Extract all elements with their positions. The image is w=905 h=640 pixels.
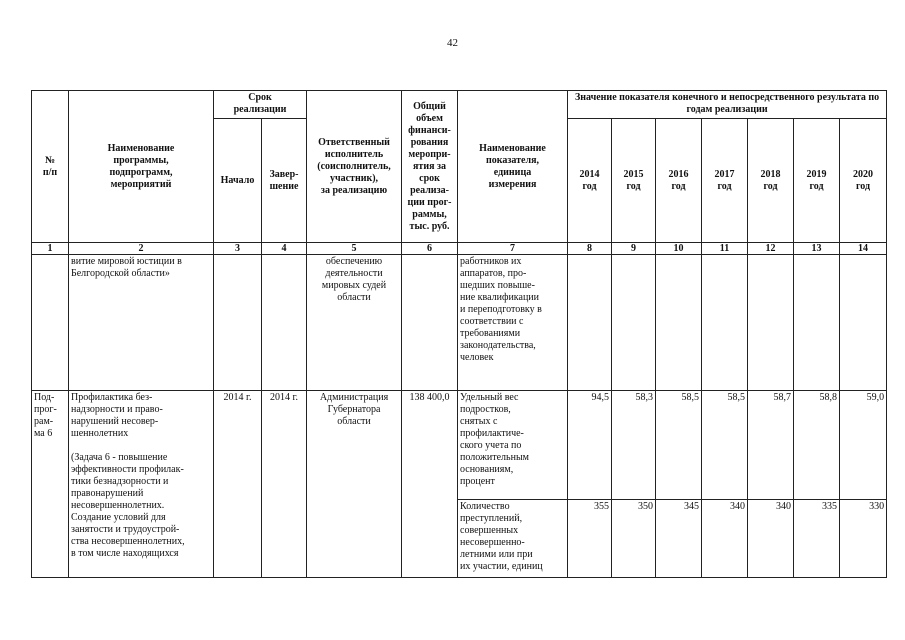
- cell-value-2020: 330: [840, 500, 887, 578]
- col-number: 7: [458, 243, 568, 255]
- cell-program-name: витие мировой юстиции в Белгородской области»: [69, 255, 214, 391]
- header-year-2019: 2019 год: [794, 119, 840, 243]
- cell-value: [568, 255, 612, 391]
- header-year-2015: 2015 год: [612, 119, 656, 243]
- col-number: 1: [32, 243, 69, 255]
- cell-subprogram-end: 2014 г.: [262, 391, 307, 578]
- col-number: 14: [840, 243, 887, 255]
- cell-value-2014: 94,5: [568, 391, 612, 500]
- cell-value: [840, 255, 887, 391]
- col-number: 3: [214, 243, 262, 255]
- cell-value-2019: 335: [794, 500, 840, 578]
- col-number: 2: [69, 243, 214, 255]
- col-number: 8: [568, 243, 612, 255]
- cell-value-2017: 340: [702, 500, 748, 578]
- cell-value-2018: 340: [748, 500, 794, 578]
- header-start: Начало: [214, 119, 262, 243]
- cell-executor: обеспечению деятельности мировых судей области: [307, 255, 402, 391]
- col-number: 13: [794, 243, 840, 255]
- cell-num: [32, 255, 69, 391]
- col-number: 5: [307, 243, 402, 255]
- cell-value-2018: 58,7: [748, 391, 794, 500]
- cell-indicator-share: Удельный вес подростков, снятых с профилактиче- ского учета по положительным основаниям, процент: [458, 391, 568, 500]
- cell-subprogram-start: 2014 г.: [214, 391, 262, 578]
- cell-start: [214, 255, 262, 391]
- header-num: № п/п: [32, 91, 69, 243]
- cell-subprogram-financing: 138 400,0: [402, 391, 458, 578]
- header-year-2016: 2016 год: [656, 119, 702, 243]
- cell-value: [702, 255, 748, 391]
- cell-indicator-crimes: Количество преступлений, совершенных несовершенно- летними или при их участии, единиц: [458, 500, 568, 578]
- header-term: Срок реализации: [214, 91, 307, 119]
- col-number: 9: [612, 243, 656, 255]
- col-number: 6: [402, 243, 458, 255]
- cell-subprogram-name: Профилактика без- надзорности и право- нарушений несовер- шеннолетних (Задача 6 - повышение эффективности профилак- тики безнадзорности и правонарушений несовершеннолетних. Создание условий для занятости и трудоустрой- ства несовершеннолетних, в том числе находящихся: [69, 391, 214, 578]
- cell-subprogram-num: Под- прог- рам- ма 6: [32, 391, 69, 578]
- table-row-continuation: [32, 255, 887, 391]
- cell-value-2014: 355: [568, 500, 612, 578]
- header-end: Завер- шение: [262, 119, 307, 243]
- header-year-2018: 2018 год: [748, 119, 794, 243]
- header-executor: Ответственный исполнитель (соисполнитель, участник), за реализацию: [307, 91, 402, 243]
- cell-value-2019: 58,8: [794, 391, 840, 500]
- cell-value-2017: 58,5: [702, 391, 748, 500]
- cell-indicator: работников их аппаратов, про- шедших повыше- ние квалификации и переподготовку в соответствии с требованиями законодательства, человек: [458, 255, 568, 391]
- cell-subprogram-executor: Администрация Губернатора области: [307, 391, 402, 578]
- col-number: 10: [656, 243, 702, 255]
- page-number: 42: [447, 37, 458, 49]
- header-year-2020: 2020 год: [840, 119, 887, 243]
- cell-value-2016: 345: [656, 500, 702, 578]
- col-number: 4: [262, 243, 307, 255]
- column-numbers-row: [32, 243, 887, 255]
- cell-value-2015: 58,3: [612, 391, 656, 500]
- header-financing: Общий объем финанси- рования меропри- ятия за срок реализа- ции прог- раммы, тыс. руб.: [402, 91, 458, 243]
- cell-value-2020: 59,0: [840, 391, 887, 500]
- col-number: 11: [702, 243, 748, 255]
- table-row-subprogram-6: [32, 391, 887, 500]
- cell-value: [794, 255, 840, 391]
- cell-value-2016: 58,5: [656, 391, 702, 500]
- col-number: 12: [748, 243, 794, 255]
- cell-value: [748, 255, 794, 391]
- header-values-group: Значение показателя конечного и непосредственного результата по годам реализации: [568, 91, 887, 119]
- cell-value: [612, 255, 656, 391]
- cell-financing: [402, 255, 458, 391]
- header-indicator: Наименование показателя, единица измерения: [458, 91, 568, 243]
- header-year-2017: 2017 год: [702, 119, 748, 243]
- header-year-2014: 2014 год: [568, 119, 612, 243]
- program-table: [31, 90, 887, 578]
- cell-end: [262, 255, 307, 391]
- cell-value: [656, 255, 702, 391]
- header-name: Наименование программы, подпрограмм, мероприятий: [69, 91, 214, 243]
- cell-value-2015: 350: [612, 500, 656, 578]
